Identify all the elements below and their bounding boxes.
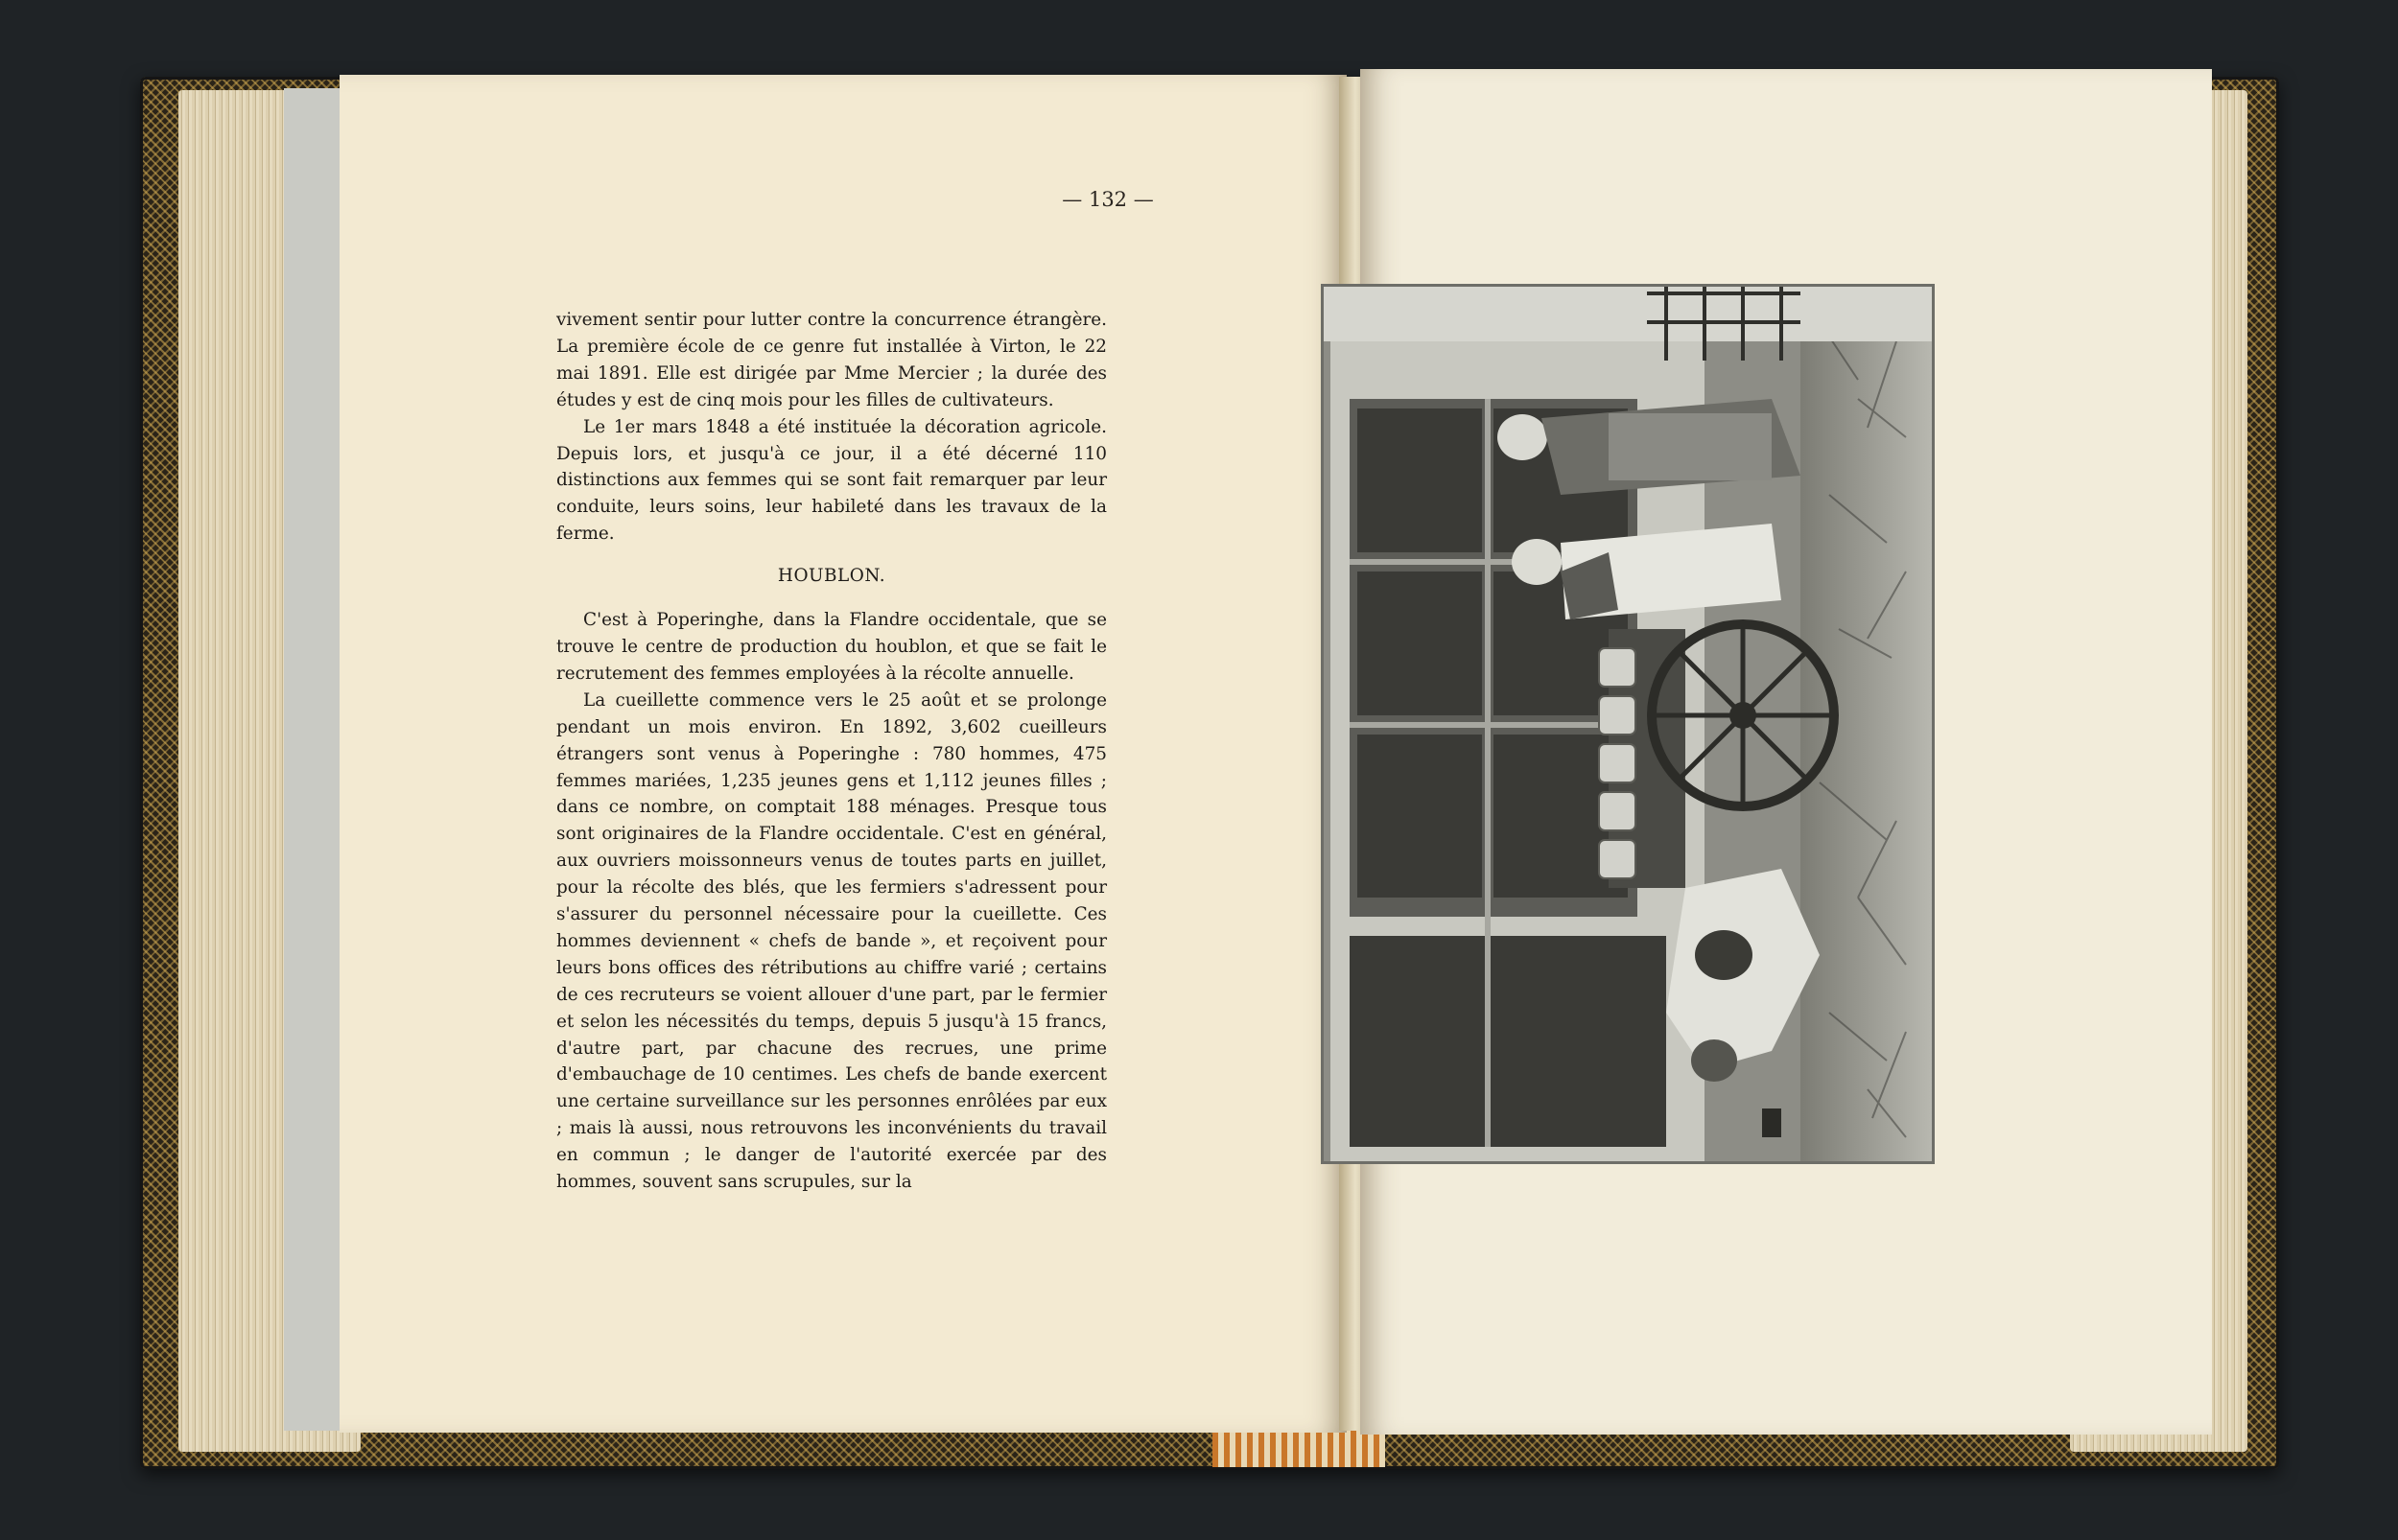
open-book [140,77,2279,1469]
headband [1212,1429,1385,1467]
paragraph: La cueillette commence vers le 25 août et se prolonge pendant un mois environ. En 1892, 3,602 cueilleurs étrangers sont venus à Poperinghe : 780 hommes, 475 femmes mariées, 1,235 jeunes gens et 1,112 jeunes filles ; dans ce nombre, on comptait 188 ménages. Presque tous sont originaires de la Flandre occidentale. C'est en général, aux ouvriers moissonneurs venus de toutes parts en juillet, pour la récolte des blés, que les fermiers s'adressent pour s'assurer du personnel nécessaire pour la cueillette. Ces hommes deviennent « chefs de bande », et reçoivent pour leurs bons offices des rétributions au chiffre varié ; certains de ces recruteurs se voient allouer d'une part, par le fermier et selon les nécessités du temps, depuis 5 jusqu'à 15 francs, d'autre part, par chacune des recrues, une prime d'embauchage de 10 centimes. Les chefs de bande exercent une certaine surveillance sur les personnes enrôlées par eux ; mais là aussi, nous retrouvons les inconvénients du travail en commun ; le danger de l'autorité exercée par des hommes, souvent sans scrupules, sur la [556,689,1107,1193]
paragraph: C'est à Poperinghe, dans la Flandre occidentale, que se trouve le centre de production du houblon, et que se fait le recrutement des femmes employées à la récolte annuelle. [556,610,1107,684]
page-body-text [556,307,1107,1196]
paragraph: vivement sentir pour lutter contre la concurrence étrangère. La première école de ce genre fut installée à Virton, le 22 mai 1891. Elle est dirigée par Mme Mercier ; la durée des études y est de cinq mois pour les filles de cultivateurs. [556,310,1107,410]
photograph-hop-pickers-scene [1321,284,1935,1164]
section-heading: HOUBLON. [777,566,886,587]
paragraph: Le 1er mars 1848 a été instituée la décoration agricole. Depuis lors, et jusqu'à ce jour, il a été décerné 110 distinctions aux femmes qui se sont fait remarquer par leur conduite, leurs soins, leur habileté dans les travaux de la ferme. [556,416,1107,545]
photograph-icon [1321,284,1935,1164]
page-number: — 132 — [1062,188,1154,211]
